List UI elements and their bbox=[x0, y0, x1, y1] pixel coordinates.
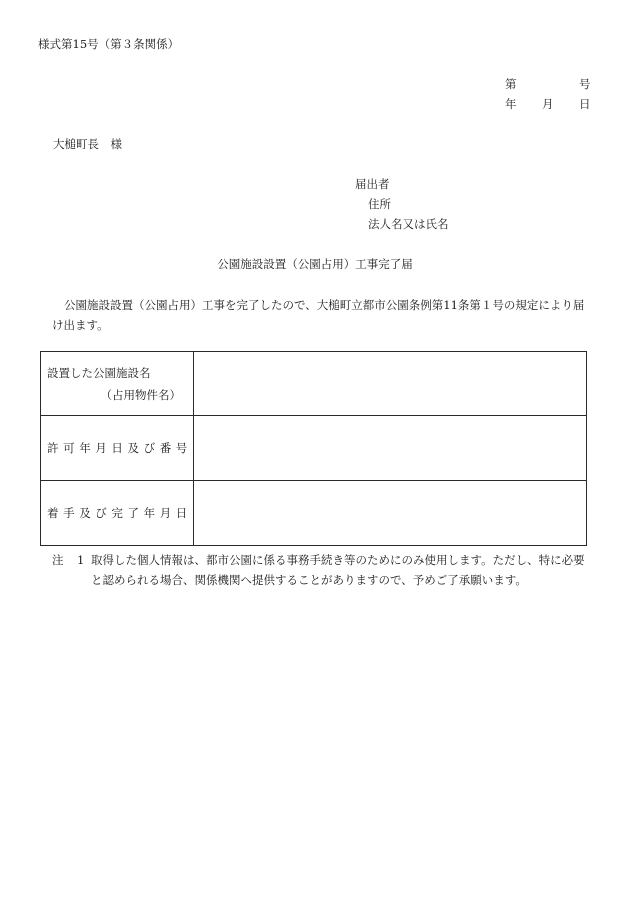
permit-date-number-value[interactable] bbox=[194, 416, 587, 481]
date-year: 年 bbox=[505, 97, 517, 111]
note-number: 1 bbox=[77, 553, 85, 567]
start-completion-date-label: 着手及び完了年月日 bbox=[47, 506, 192, 520]
applicant-name-label: 法人名又は氏名 bbox=[368, 217, 449, 231]
table-row bbox=[41, 352, 587, 416]
document-title: 公園施設設置（公園占用）工事完了届 bbox=[217, 257, 413, 271]
form-number: 様式第15号（第３条関係） bbox=[38, 37, 180, 51]
start-completion-date-label-cell bbox=[41, 481, 194, 546]
body-text: 公園施設設置（公園占用）工事を完了したので、大槌町立都市公園条例第11条第１号の規定により届け出ます。 bbox=[52, 298, 585, 332]
start-completion-date-value[interactable] bbox=[194, 481, 587, 546]
permit-date-number-label-cell bbox=[41, 416, 194, 481]
table-row bbox=[41, 481, 587, 546]
addressee: 大槌町長 様 bbox=[53, 137, 122, 151]
occupancy-item-label: （占用物件名） bbox=[100, 387, 181, 402]
table-row bbox=[41, 416, 587, 481]
facility-name-label: 設置した公園施設名 bbox=[47, 365, 151, 380]
detail-table bbox=[40, 351, 587, 546]
applicant-label: 届出者 bbox=[355, 177, 390, 191]
document-number-suffix: 号 bbox=[579, 77, 591, 91]
date-month: 月 bbox=[542, 97, 554, 111]
applicant-address-label: 住所 bbox=[368, 197, 391, 211]
permit-date-number-label: 許可年月日及び番号 bbox=[47, 441, 192, 455]
note-heading: 注 bbox=[52, 553, 64, 567]
note bbox=[52, 550, 592, 590]
date-day: 日 bbox=[579, 97, 591, 111]
note-text: 取得した個人情報は、都市公園に係る事務手続き等のためにのみ使用します。ただし、特に必要と認められる場合、関係機関へ提供することがありますので、予めご了承願います。 bbox=[91, 553, 585, 587]
facility-name-label-cell bbox=[41, 352, 194, 416]
document-number-prefix: 第 bbox=[505, 77, 517, 91]
facility-name-value[interactable] bbox=[194, 352, 587, 416]
